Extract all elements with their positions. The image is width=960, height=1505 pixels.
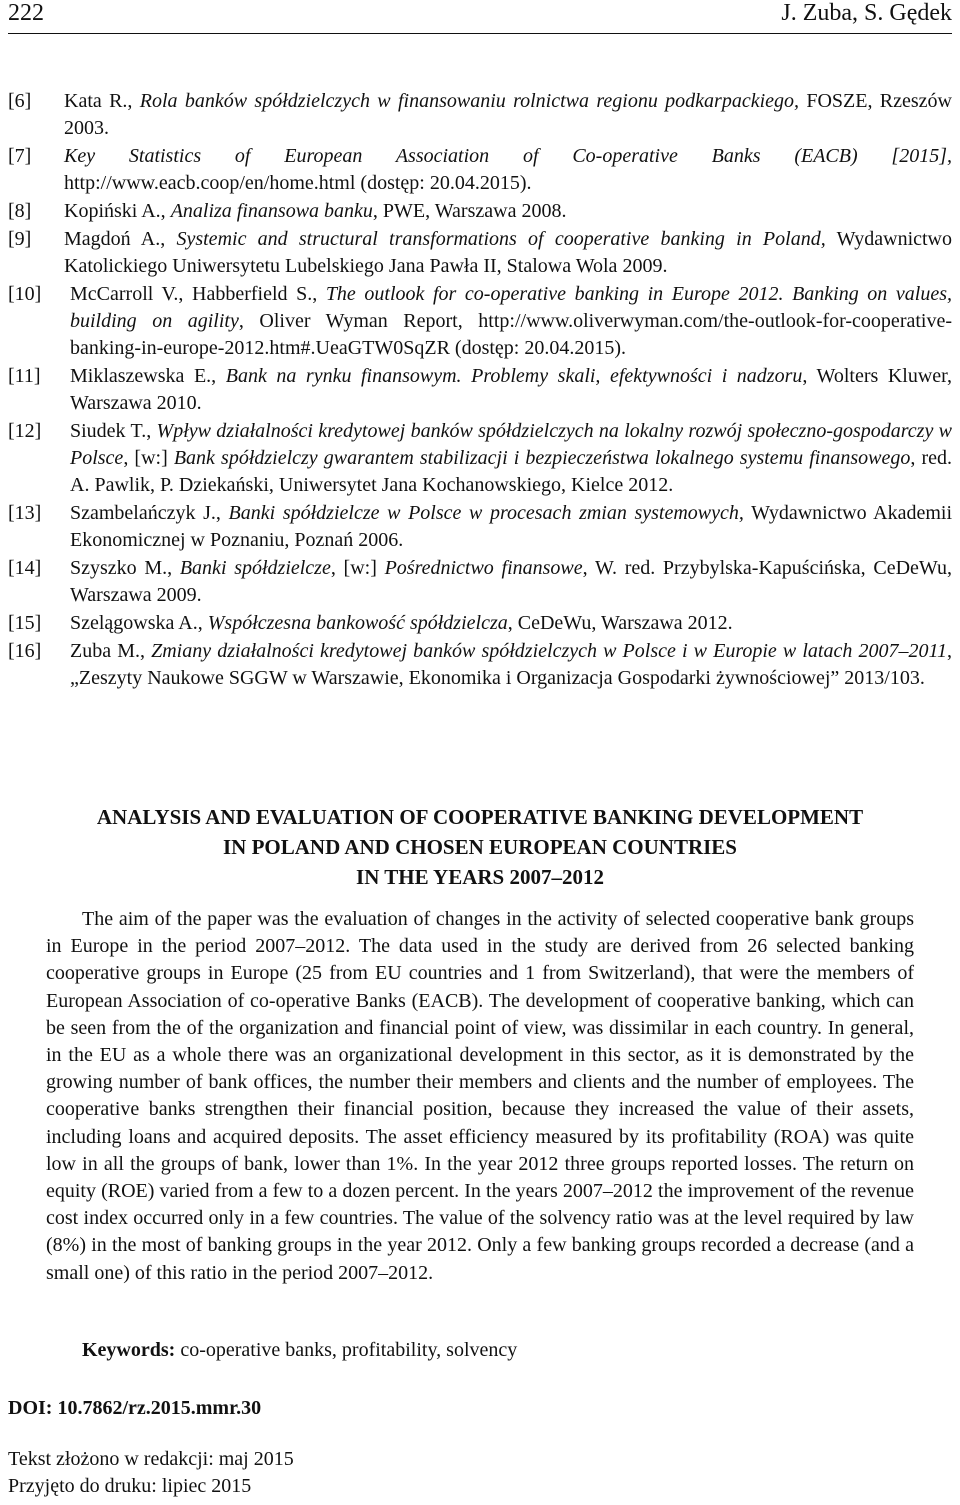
abstract-paragraph: The aim of the paper was the evaluation of changes in the activity of selected cooperative bank groups in Europe in the period 2007–2012. The data used in the study are derived from 26 selected banking cooperative groups in Europe (25 from EU countries and 1 from Switzerland), that were the members of European Association of co-operative Banks (EACB). The development of cooperative banking, which can be seen from the of the organization and financial point of view, was dissimilar in each country. In general, in the EU as a whole there was an organizational development in this sector, as it is demonstrated by the growing number of bank offices, the number their members and clients and the number of employees. The cooperative banks strengthen their financial position, because they increased the value of their assets, including loans and acquired deposits. The asset efficiency measured by its profitability (ROA) was quite low in all the groups of bank, lower than 1%. In the year 2012 three groups reported losses. The return on equity (ROE) varied from a few to a dozen percent. In the years 2007–2012 the improvement of the revenue cost index occurred only in a few countries. The value of the solvency ratio was at the level required by law (8%) in the most of banking groups in the year 2012. Only a few banking groups recorded a decrease (and a small one) of this ratio in the period 2007–2012. (46, 908, 914, 1284)
reference-text: http://www.eacb.coop/en/home.html (dostęp: 20.04.2015). (64, 172, 532, 194)
reference-text: McCarroll V., Habberfield S., (70, 283, 326, 305)
reference-title-text: The outlook for co-operative banking in Europe 2012. Banking on values, building on agility (70, 283, 952, 332)
reference-title-text: Bank na rynku finansowym. Problemy skali, efektywności i nadzoru (225, 365, 803, 387)
header-rule (8, 33, 952, 34)
reference-text: , „Zeszyty Naukowe SGGW w Warszawie, Ekonomika i Organizacja Gospodarki żywnościowej” 2013/103. (70, 640, 952, 689)
reference-text: Kopiński A., (64, 200, 171, 222)
reference-number: [6] (8, 90, 32, 112)
reference-text: , PWE, Warszawa 2008. (372, 200, 567, 222)
reference-text: Wydawnictwo Katolickiego Uniwersytetu Lubelskiego Jana Pawła II, Stalowa Wola 2009. (64, 228, 953, 277)
title-line: ANALYSIS AND EVALUATION OF COOPERATIVE BANKING DEVELOPMENT (96, 805, 864, 829)
reference-title-text: Wpływ działalności kredytowej banków spółdzielczych na lokalny rozwój społeczno-gospodarczy w Polsce (70, 420, 952, 469)
reference-title-text: Zmiany działalności kredytowej banków spółdzielczych w Polsce i w Europie w latach 2007–2011 (151, 640, 947, 662)
running-header-authors: J. Zuba, S. Gędek (781, 0, 952, 26)
reference-item (8, 363, 952, 417)
keywords-value: co-operative banks, profitability, solvency (175, 1339, 518, 1361)
page-number: 222 (8, 0, 44, 26)
reference-number: [9] (8, 228, 32, 250)
keywords-line (82, 1337, 517, 1364)
reference-text: FOSZE, Rzeszów 2003. (64, 90, 953, 139)
reference-text: Miklaszewska E., (70, 365, 226, 387)
reference-number: [8] (8, 200, 32, 222)
title-line: IN THE YEARS 2007–2012 (356, 865, 604, 889)
reference-text: Wydawnictwo Akademii Ekonomicznej w Poznaniu, Poznań 2006. (70, 502, 952, 551)
reference-text: Kata R., (64, 90, 140, 112)
reference-text: Magdoń A., (64, 228, 177, 250)
reference-text: Siudek T., (70, 420, 157, 442)
reference-text: , Oliver Wyman Report, http://www.oliverwyman.com/the-outlook-for-cooperative-banking-in-europe-2012.htm#.UeaGTW0SqZR (dostęp: 20.04.2015). (70, 310, 953, 359)
reference-title-text: Systemic and structural transformations of cooperative banking in Poland, (176, 228, 826, 250)
reference-text: , [w:] (330, 557, 385, 579)
reference-number: [16] (8, 640, 42, 662)
reference-text: Szyszko M., (70, 557, 180, 579)
reference-item (8, 500, 952, 554)
reference-text: , red. A. Pawlik, P. Dziekański, Uniwersytet Jana Kochanowskiego, Kielce 2012. (70, 447, 952, 496)
reference-text: , W. red. Przybylska-Kapuścińska, CeDeWu, Warszawa 2009. (70, 557, 952, 606)
reference-title-text: Analiza finansowa banku (170, 200, 373, 222)
reference-title-text: Key Statistics of European Association of Co-operative Banks (EACB) [2015], (64, 145, 952, 167)
reference-title-text: Bank spółdzielczy gwarantem stabilizacji i bezpieczeństwa lokalnego systemu finansowego (173, 447, 911, 469)
reference-text: , [w:] (123, 447, 174, 469)
reference-item (8, 281, 952, 362)
reference-text: Zuba M., (70, 640, 152, 662)
reference-item (8, 198, 952, 225)
reference-item (8, 143, 952, 197)
reference-item (8, 88, 952, 142)
reference-text: , CeDeWu, Warszawa 2012. (507, 612, 733, 634)
reference-title-text: Banki spółdzielcze w Polsce w procesach zmian systemowych, (228, 502, 744, 524)
reference-text: Szambelańczyk J., (70, 502, 229, 524)
running-header (8, 0, 952, 38)
reference-number: [12] (8, 420, 42, 442)
doi: DOI: 10.7862/rz.2015.mmr.30 (8, 1397, 262, 1419)
reference-list (8, 88, 952, 693)
reference-text: Szelągowska A., (70, 612, 208, 634)
reference-title-text: Pośrednictwo finansowe (384, 557, 583, 579)
english-title (0, 802, 960, 892)
reference-item (8, 610, 952, 637)
title-line: IN POLAND AND CHOSEN EUROPEAN COUNTRIES (223, 835, 737, 859)
reference-text: , Wolters Kluwer, Warszawa 2010. (70, 365, 952, 414)
reference-number: [10] (8, 283, 42, 305)
submitted-date: Tekst złożono w redakcji: maj 2015 (8, 1448, 294, 1470)
accepted-date: Przyjęto do druku: lipiec 2015 (8, 1475, 252, 1497)
reference-number: [13] (8, 502, 42, 524)
keywords-label: Keywords: (82, 1339, 176, 1361)
reference-item (8, 555, 952, 609)
reference-number: [14] (8, 557, 42, 579)
reference-number: [7] (8, 145, 32, 167)
reference-item (8, 226, 952, 280)
reference-item (8, 418, 952, 499)
reference-number: [15] (8, 612, 42, 634)
publication-dates (8, 1446, 294, 1500)
reference-number: [11] (8, 365, 41, 387)
reference-item (8, 638, 952, 692)
reference-title-text: Współczesna bankowość spółdzielcza (207, 612, 508, 634)
reference-title-text: Banki spółdzielcze (179, 557, 331, 579)
reference-title-text: Rola banków spółdzielczych w finansowaniu rolnictwa regionu podkarpackiego, (139, 90, 800, 112)
